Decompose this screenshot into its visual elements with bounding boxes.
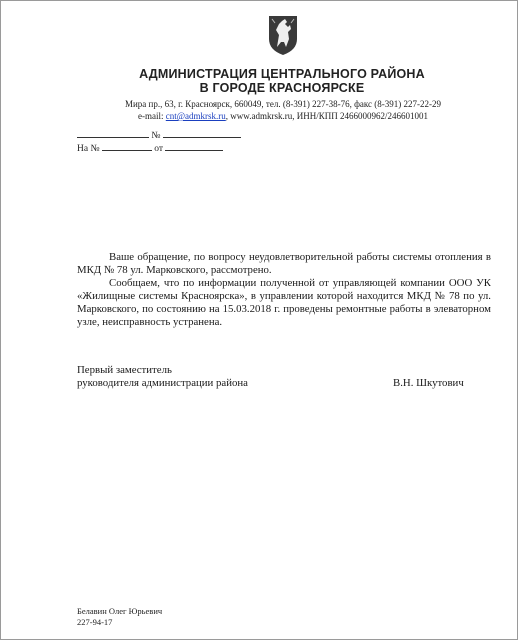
- organization-address: Мира пр., 63, г. Красноярск, 660049, тел. (8-391) 227-38-76, факс (8-391) 227-22-29: [124, 99, 442, 109]
- executor-phone: 227-94-17: [77, 617, 113, 627]
- outgoing-number-blank: [163, 128, 241, 138]
- incoming-registration-line: [77, 141, 223, 154]
- incoming-number-blank: [102, 141, 152, 151]
- paragraph-text: Ваше обращение, по вопросу неудовлетворительной работы системы отопления в МКД № 78 ул. Марковского, рассмотрено.: [77, 251, 491, 276]
- signatory-name: В.Н. Шкутович: [393, 377, 464, 389]
- on-number-label: На №: [77, 144, 100, 154]
- letter-paragraph-1: [77, 251, 491, 277]
- organization-name: АДМИНИСТРАЦИЯ ЦЕНТРАЛЬНОГО РАЙОНА: [139, 67, 425, 81]
- krasnoyarsk-coat-of-arms-icon: [266, 13, 300, 57]
- outgoing-date-blank: [77, 128, 149, 138]
- executor-name: Белавин Олег Юрьевич: [77, 606, 163, 616]
- signature-title-line2: [77, 377, 491, 390]
- organization-city: В ГОРОДЕ КРАСНОЯРСКЕ: [199, 81, 365, 95]
- email-link[interactable]: cnt@admkrsk.ru: [165, 111, 226, 121]
- letter-paragraph-2: [77, 277, 491, 329]
- organization-contacts: [97, 111, 469, 121]
- from-label: от: [154, 144, 164, 154]
- signature-title-line1: Первый заместитель: [77, 364, 172, 376]
- email-label: e-mail:: [138, 111, 166, 121]
- outgoing-registration-line: [77, 128, 241, 141]
- paragraph-text: Сообщаем, что по информации полученной от управляющей компании ООО УК «Жилищные системы Красноярска», в управлении которой находится МКД № 78 по ул. Марковского, по состоянию на 15.03.2018 г. проведены ремонтные работы в элеваторном узле, неисправность устранена.: [77, 277, 491, 328]
- incoming-date-blank: [165, 141, 223, 151]
- number-sign: №: [151, 131, 161, 141]
- signatory-position: руководителя администрации района: [77, 377, 248, 389]
- contacts-rest: , www.admkrsk.ru, ИНН/КПП 2466000962/246601001: [225, 111, 428, 121]
